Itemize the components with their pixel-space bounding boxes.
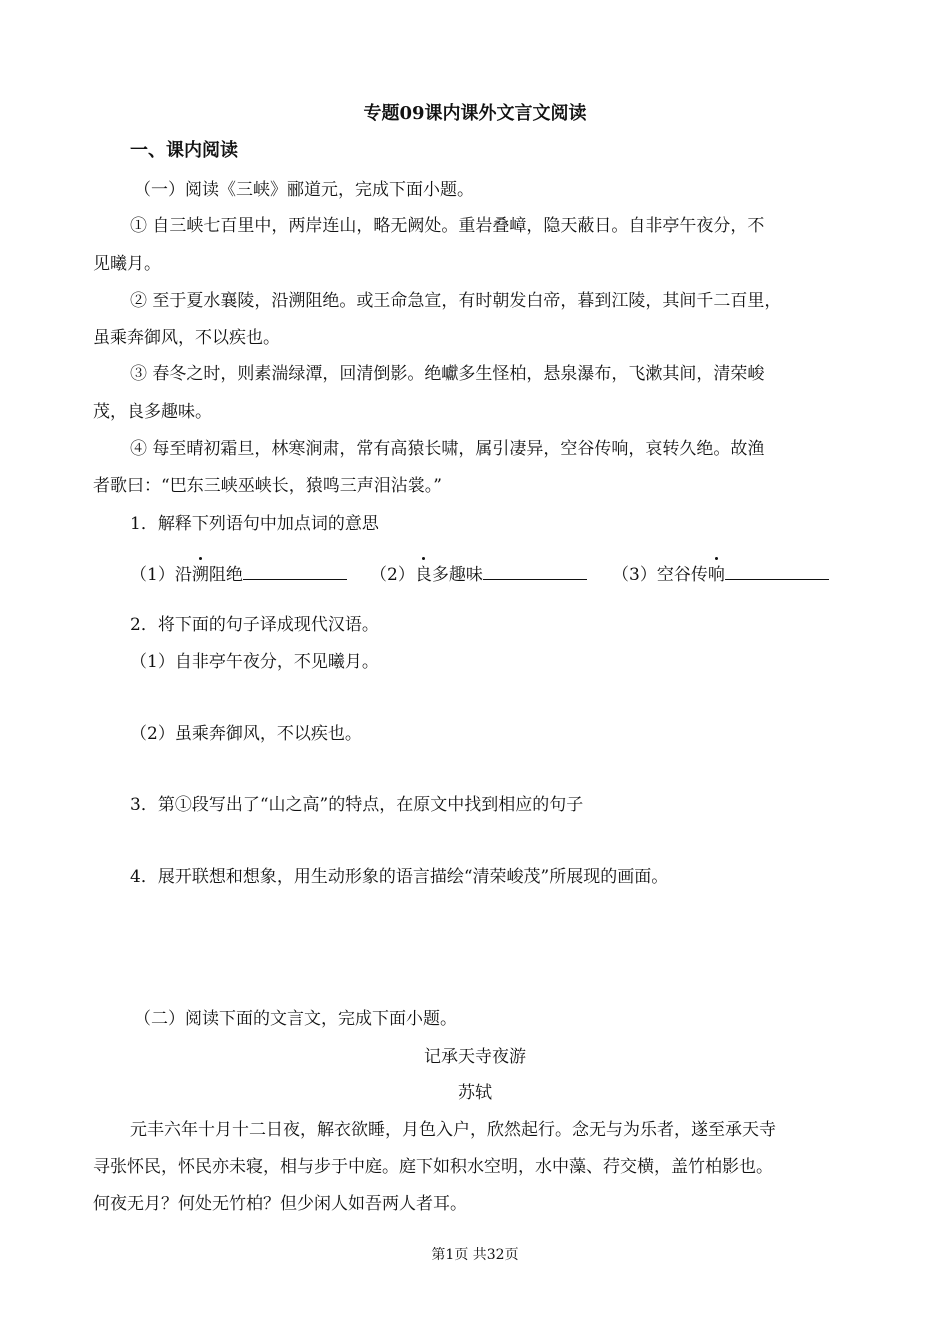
item-text: 沿	[174, 565, 192, 585]
essay-line-3: 何夜无月？何处无竹柏？但少闲人如吾两人者耳。	[93, 1194, 467, 1214]
essay-line-1: 元丰六年十月十二日夜，解衣欲睡，月色入户，欣然起行。念无与为乐者，遂至承天寺	[130, 1120, 776, 1140]
question-4: 4．展开联想和想象，用生动形象的语言描绘“清荣峻茂”所展现的画面。	[130, 867, 669, 887]
question-1-item-3	[612, 560, 829, 585]
question-3: 3．第①段写出了“山之高”的特点，在原文中找到相应的句子	[130, 795, 584, 815]
paragraph-2-line-1: ② 至于夏水襄陵，沿溯阻绝。或王命急宣，有时朝发白帝，暮到江陵，其间千二百里，	[130, 291, 782, 311]
paragraph-4-line-2: 者歌曰：“巴东三峡巫峡长，猿鸣三声泪沾裳。”	[93, 476, 442, 496]
paragraph-4-line-1: ④ 每至晴初霜旦，林寒涧肃，常有高猿长啸，属引凄异，空谷传响，哀转久绝。故渔	[130, 439, 765, 459]
question-1: 1．解释下列语句中加点词的意思	[130, 514, 379, 534]
question-2: 2．将下面的句子译成现代汉语。	[130, 615, 379, 635]
paragraph-1-line-1: ① 自三峡七百里中，两岸连山，略无阙处。重岩叠嶂，隐天蔽日。自非亭午夜分，不	[130, 216, 765, 236]
paragraph-1-line-2: 见曦月。	[93, 254, 161, 274]
paragraph-3-line-2: 茂，良多趣味。	[93, 402, 212, 422]
answer-blank[interactable]	[725, 564, 829, 580]
question-1-item-2	[370, 560, 587, 585]
essay-title: 记承天寺夜游	[424, 1047, 526, 1067]
paragraph-3-line-1: ③ 春冬之时，则素湍绿潭，回清倒影。绝巘多生怪柏，悬泉瀑布，飞漱其间，清荣峻	[130, 364, 765, 384]
answer-blank[interactable]	[483, 564, 587, 580]
essay-author: 苏轼	[458, 1083, 492, 1103]
item-number: （1）	[130, 565, 175, 585]
document-title: 专题09课内课外文言文阅读	[363, 103, 587, 124]
section-heading: 一、课内阅读	[130, 140, 238, 161]
page-footer: 第1页 共32页	[431, 1247, 519, 1263]
item-text: 阻绝	[208, 565, 243, 585]
question-2-sub-2: （2）虽乘奔御风，不以疾也。	[130, 724, 362, 744]
dotted-word: 溯	[191, 565, 209, 585]
item-text: 空谷传	[656, 565, 708, 585]
answer-blank[interactable]	[243, 564, 347, 580]
item-number: （3）	[612, 565, 657, 585]
item-text: 多趣味	[431, 565, 483, 585]
item-number: （2）	[370, 565, 415, 585]
question-1-item-1	[130, 560, 347, 585]
dotted-word: 响	[707, 565, 725, 585]
part2-intro: （二）阅读下面的文言文，完成下面小题。	[134, 1009, 457, 1029]
question-2-sub-1: （1）自非亭午夜分，不见曦月。	[130, 652, 379, 672]
part1-intro: （一）阅读《三峡》郦道元，完成下面小题。	[134, 180, 474, 200]
dotted-word: 良	[414, 565, 432, 585]
essay-line-2: 寻张怀民，怀民亦未寝，相与步于中庭。庭下如积水空明，水中藻、荇交横，盖竹柏影也。	[93, 1157, 773, 1177]
paragraph-2-line-2: 虽乘奔御风，不以疾也。	[93, 328, 280, 348]
